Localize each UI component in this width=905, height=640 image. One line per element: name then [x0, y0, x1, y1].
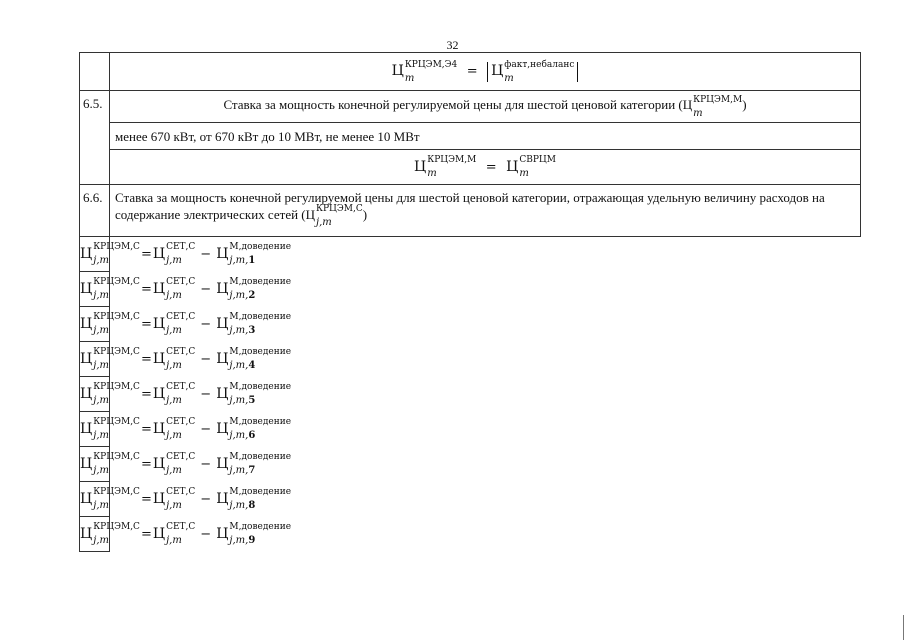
- price-symbol: Ц: [216, 350, 229, 367]
- superscript: КРЦЭМ,М: [427, 155, 477, 165]
- superscript: КРЦЭМ,C: [93, 277, 140, 287]
- subscript: j,m: [166, 465, 182, 476]
- minus-sign: −: [200, 526, 212, 542]
- minus-sign: −: [200, 421, 212, 437]
- price-symbol: Ц: [216, 490, 229, 507]
- table-row-6-5-heading: [80, 91, 861, 123]
- formula-cell: [80, 342, 292, 377]
- minus-sign: −: [200, 491, 212, 507]
- price-symbol: Ц: [216, 385, 229, 402]
- price-symbol: Ц: [80, 315, 93, 332]
- formula-6-6: [80, 277, 292, 301]
- price-symbol: Ц: [80, 420, 93, 437]
- table-row-formula: [80, 377, 861, 412]
- superscript: М,доведение: [229, 417, 292, 427]
- equals-sign: =: [140, 421, 152, 437]
- price-symbol: Ц: [80, 245, 93, 262]
- price-symbol: Ц: [491, 63, 504, 79]
- equals-sign: =: [140, 246, 152, 262]
- heading-close: ): [362, 207, 368, 222]
- price-symbol: Ц: [506, 158, 519, 175]
- formula-rows-6-6: [80, 237, 861, 552]
- formula-cell: [80, 237, 292, 272]
- equals-sign: =: [140, 456, 152, 472]
- subscript: j,m,: [229, 360, 249, 371]
- subscript: j,m,: [229, 290, 249, 301]
- superscript: факт,небаланс: [504, 59, 575, 70]
- absolute-value: [487, 59, 578, 84]
- price-symbol: Ц: [80, 490, 93, 507]
- section-heading-6-5: [110, 91, 861, 123]
- price-symbol: Ц: [391, 63, 404, 79]
- table-row-formula: [80, 517, 861, 552]
- subscript: j,m: [166, 430, 182, 441]
- heading-text: Ставка за мощность конечной регулируемой цены для шестой ценовой категории (Ц: [223, 97, 693, 113]
- subscript: j,m: [93, 360, 109, 371]
- subscript: j,m,: [229, 500, 249, 511]
- subscript: m: [427, 168, 437, 179]
- subscript: j,m,: [229, 430, 249, 441]
- formula-e4: [391, 59, 579, 84]
- formula-cell: [80, 447, 292, 482]
- subscript: j,m: [166, 290, 182, 301]
- equals-sign: =: [140, 526, 152, 542]
- table-row-6-5-subtext: [80, 123, 861, 150]
- superscript: КРЦЭМ,Э4: [404, 59, 458, 70]
- subscript-index: 7: [248, 465, 256, 476]
- subscript: j,m: [93, 465, 109, 476]
- equals-sign: =: [485, 159, 497, 175]
- section-heading-6-6: [110, 185, 861, 237]
- price-symbol: Ц: [152, 245, 166, 262]
- equals-sign: =: [140, 281, 152, 297]
- minus-sign: −: [200, 351, 212, 367]
- price-symbol: Ц: [152, 455, 166, 472]
- minus-sign: −: [200, 456, 212, 472]
- superscript: М,доведение: [229, 347, 292, 357]
- subscript: m: [504, 72, 514, 84]
- superscript: М,доведение: [229, 277, 292, 287]
- equals-sign: =: [140, 386, 152, 402]
- subscript: j,m: [93, 430, 109, 441]
- row-number-cell: 6.6.: [80, 185, 110, 237]
- price-symbol: Ц: [80, 455, 93, 472]
- minus-sign: −: [200, 246, 212, 262]
- price-symbol: Ц: [414, 158, 427, 175]
- superscript: М,доведение: [229, 312, 292, 322]
- superscript: М,доведение: [229, 522, 292, 532]
- subscript: j,m,: [229, 465, 249, 476]
- subscript: j,m: [166, 500, 182, 511]
- subscript: j,m,: [229, 255, 249, 266]
- formula-cell: [80, 272, 292, 307]
- subscript: j,m: [93, 535, 109, 546]
- superscript: КРЦЭМ,C: [316, 204, 363, 215]
- subscript-index: 9: [248, 535, 256, 546]
- table-row-formula: [80, 272, 861, 307]
- price-symbol: Ц: [216, 280, 229, 297]
- subscript: j,m: [166, 360, 182, 371]
- subscript: j,m: [93, 290, 109, 301]
- superscript: СЕТ,C: [166, 487, 196, 497]
- table-row-e4: [80, 53, 861, 91]
- formula-6-6: [80, 452, 292, 476]
- price-symbol: Ц: [152, 420, 166, 437]
- superscript: М,доведение: [229, 452, 292, 462]
- heading-close: ): [742, 97, 747, 113]
- formula-cell: [110, 150, 861, 185]
- table-row-formula: [80, 237, 861, 272]
- page-number: 32: [446, 38, 459, 52]
- superscript: М,доведение: [229, 382, 292, 392]
- superscript: СЕТ,C: [166, 277, 196, 287]
- table-row-formula: [80, 482, 861, 517]
- formula-6-6: [80, 522, 292, 546]
- superscript: М,доведение: [229, 242, 292, 252]
- subscript: j,m: [93, 500, 109, 511]
- formula-6-6: [80, 347, 292, 371]
- superscript: СВРЦМ: [519, 155, 556, 165]
- superscript: СЕТ,C: [166, 452, 196, 462]
- row-number-cell: [80, 53, 110, 91]
- equals-sign: =: [466, 64, 478, 79]
- formula-cell: [80, 517, 292, 552]
- table-row-formula: [80, 412, 861, 447]
- price-symbol: Ц: [80, 385, 93, 402]
- subscript-index: 3: [248, 325, 256, 336]
- superscript: СЕТ,C: [166, 347, 196, 357]
- row-number-cell: 6.5.: [80, 91, 110, 185]
- price-symbol: Ц: [152, 350, 166, 367]
- price-symbol: Ц: [216, 455, 229, 472]
- subscript: j,m: [166, 255, 182, 266]
- subscript: j,m: [316, 217, 332, 229]
- formula-6-6: [80, 487, 292, 511]
- price-symbol: Ц: [152, 385, 166, 402]
- subscript-index: 5: [248, 395, 256, 406]
- superscript: КРЦЭМ,C: [93, 347, 140, 357]
- subscript: j,m: [93, 325, 109, 336]
- subscript: j,m: [166, 325, 182, 336]
- minus-sign: −: [200, 281, 212, 297]
- subscript-index: 1: [248, 255, 256, 266]
- formula-cell: [80, 412, 292, 447]
- equals-sign: =: [140, 351, 152, 367]
- subscript: j,m,: [229, 325, 249, 336]
- superscript: КРЦЭМ,C: [93, 522, 140, 532]
- equals-sign: =: [140, 491, 152, 507]
- subscript: j,m: [93, 395, 109, 406]
- superscript: СЕТ,C: [166, 522, 196, 532]
- formula-6-6: [80, 242, 292, 266]
- table-row-formula: [80, 342, 861, 377]
- superscript: КРЦЭМ,C: [93, 417, 140, 427]
- table-row-formula: [80, 447, 861, 482]
- subscript: j,m: [166, 395, 182, 406]
- table-row-6-6-heading: [80, 185, 861, 237]
- price-symbol: Ц: [152, 280, 166, 297]
- price-symbol: Ц: [216, 315, 229, 332]
- subscript-index: 4: [248, 360, 256, 371]
- voltage-categories-text: менее 670 кВт, от 670 кВт до 10 МВт, не менее 10 МВт: [110, 123, 861, 150]
- formula-6-5: [414, 155, 556, 179]
- equals-sign: =: [140, 316, 152, 332]
- minus-sign: −: [200, 316, 212, 332]
- table-row-6-5-formula: [80, 150, 861, 185]
- table-row-formula: [80, 307, 861, 342]
- subscript: j,m,: [229, 395, 249, 406]
- price-symbol: Ц: [80, 350, 93, 367]
- subscript: j,m: [93, 255, 109, 266]
- superscript: М,доведение: [229, 487, 292, 497]
- price-symbol: Ц: [216, 245, 229, 262]
- superscript: КРЦЭМ,C: [93, 487, 140, 497]
- margin-mark: [903, 615, 904, 640]
- superscript: СЕТ,C: [166, 242, 196, 252]
- subscript: m: [404, 72, 415, 84]
- heading-text: Ставка за мощность конечной регулируемой цены для шестой ценовой категории, отражающая удельную величину расходов на содержание электрических сетей (Ц: [115, 190, 825, 222]
- price-symbol: Ц: [216, 525, 229, 542]
- subscript: j,m,: [229, 535, 249, 546]
- price-symbol: Ц: [80, 280, 93, 297]
- formula-cell: [80, 377, 292, 412]
- price-symbol: Ц: [152, 525, 166, 542]
- tariff-table: [79, 52, 861, 552]
- subscript: m: [693, 107, 703, 119]
- formula-6-6: [80, 382, 292, 406]
- superscript: КРЦЭМ,C: [93, 242, 140, 252]
- minus-sign: −: [200, 386, 212, 402]
- subscript: m: [519, 168, 529, 179]
- superscript: КРЦЭМ,C: [93, 312, 140, 322]
- price-symbol: Ц: [216, 420, 229, 437]
- superscript: СЕТ,C: [166, 417, 196, 427]
- price-symbol: Ц: [80, 525, 93, 542]
- formula-cell: [80, 482, 292, 517]
- superscript: СЕТ,C: [166, 312, 196, 322]
- price-symbol: Ц: [152, 490, 166, 507]
- formula-cell: [80, 307, 292, 342]
- subscript-index: 6: [248, 430, 256, 441]
- superscript: КРЦЭМ,C: [93, 452, 140, 462]
- subscript-index: 2: [248, 290, 256, 301]
- superscript: КРЦЭМ,М: [693, 94, 743, 105]
- superscript: КРЦЭМ,C: [93, 382, 140, 392]
- formula-6-6: [80, 417, 292, 441]
- superscript: СЕТ,C: [166, 382, 196, 392]
- formula-cell: [110, 53, 861, 91]
- formula-6-6: [80, 312, 292, 336]
- subscript: j,m: [166, 535, 182, 546]
- price-symbol: Ц: [152, 315, 166, 332]
- subscript-index: 8: [248, 500, 256, 511]
